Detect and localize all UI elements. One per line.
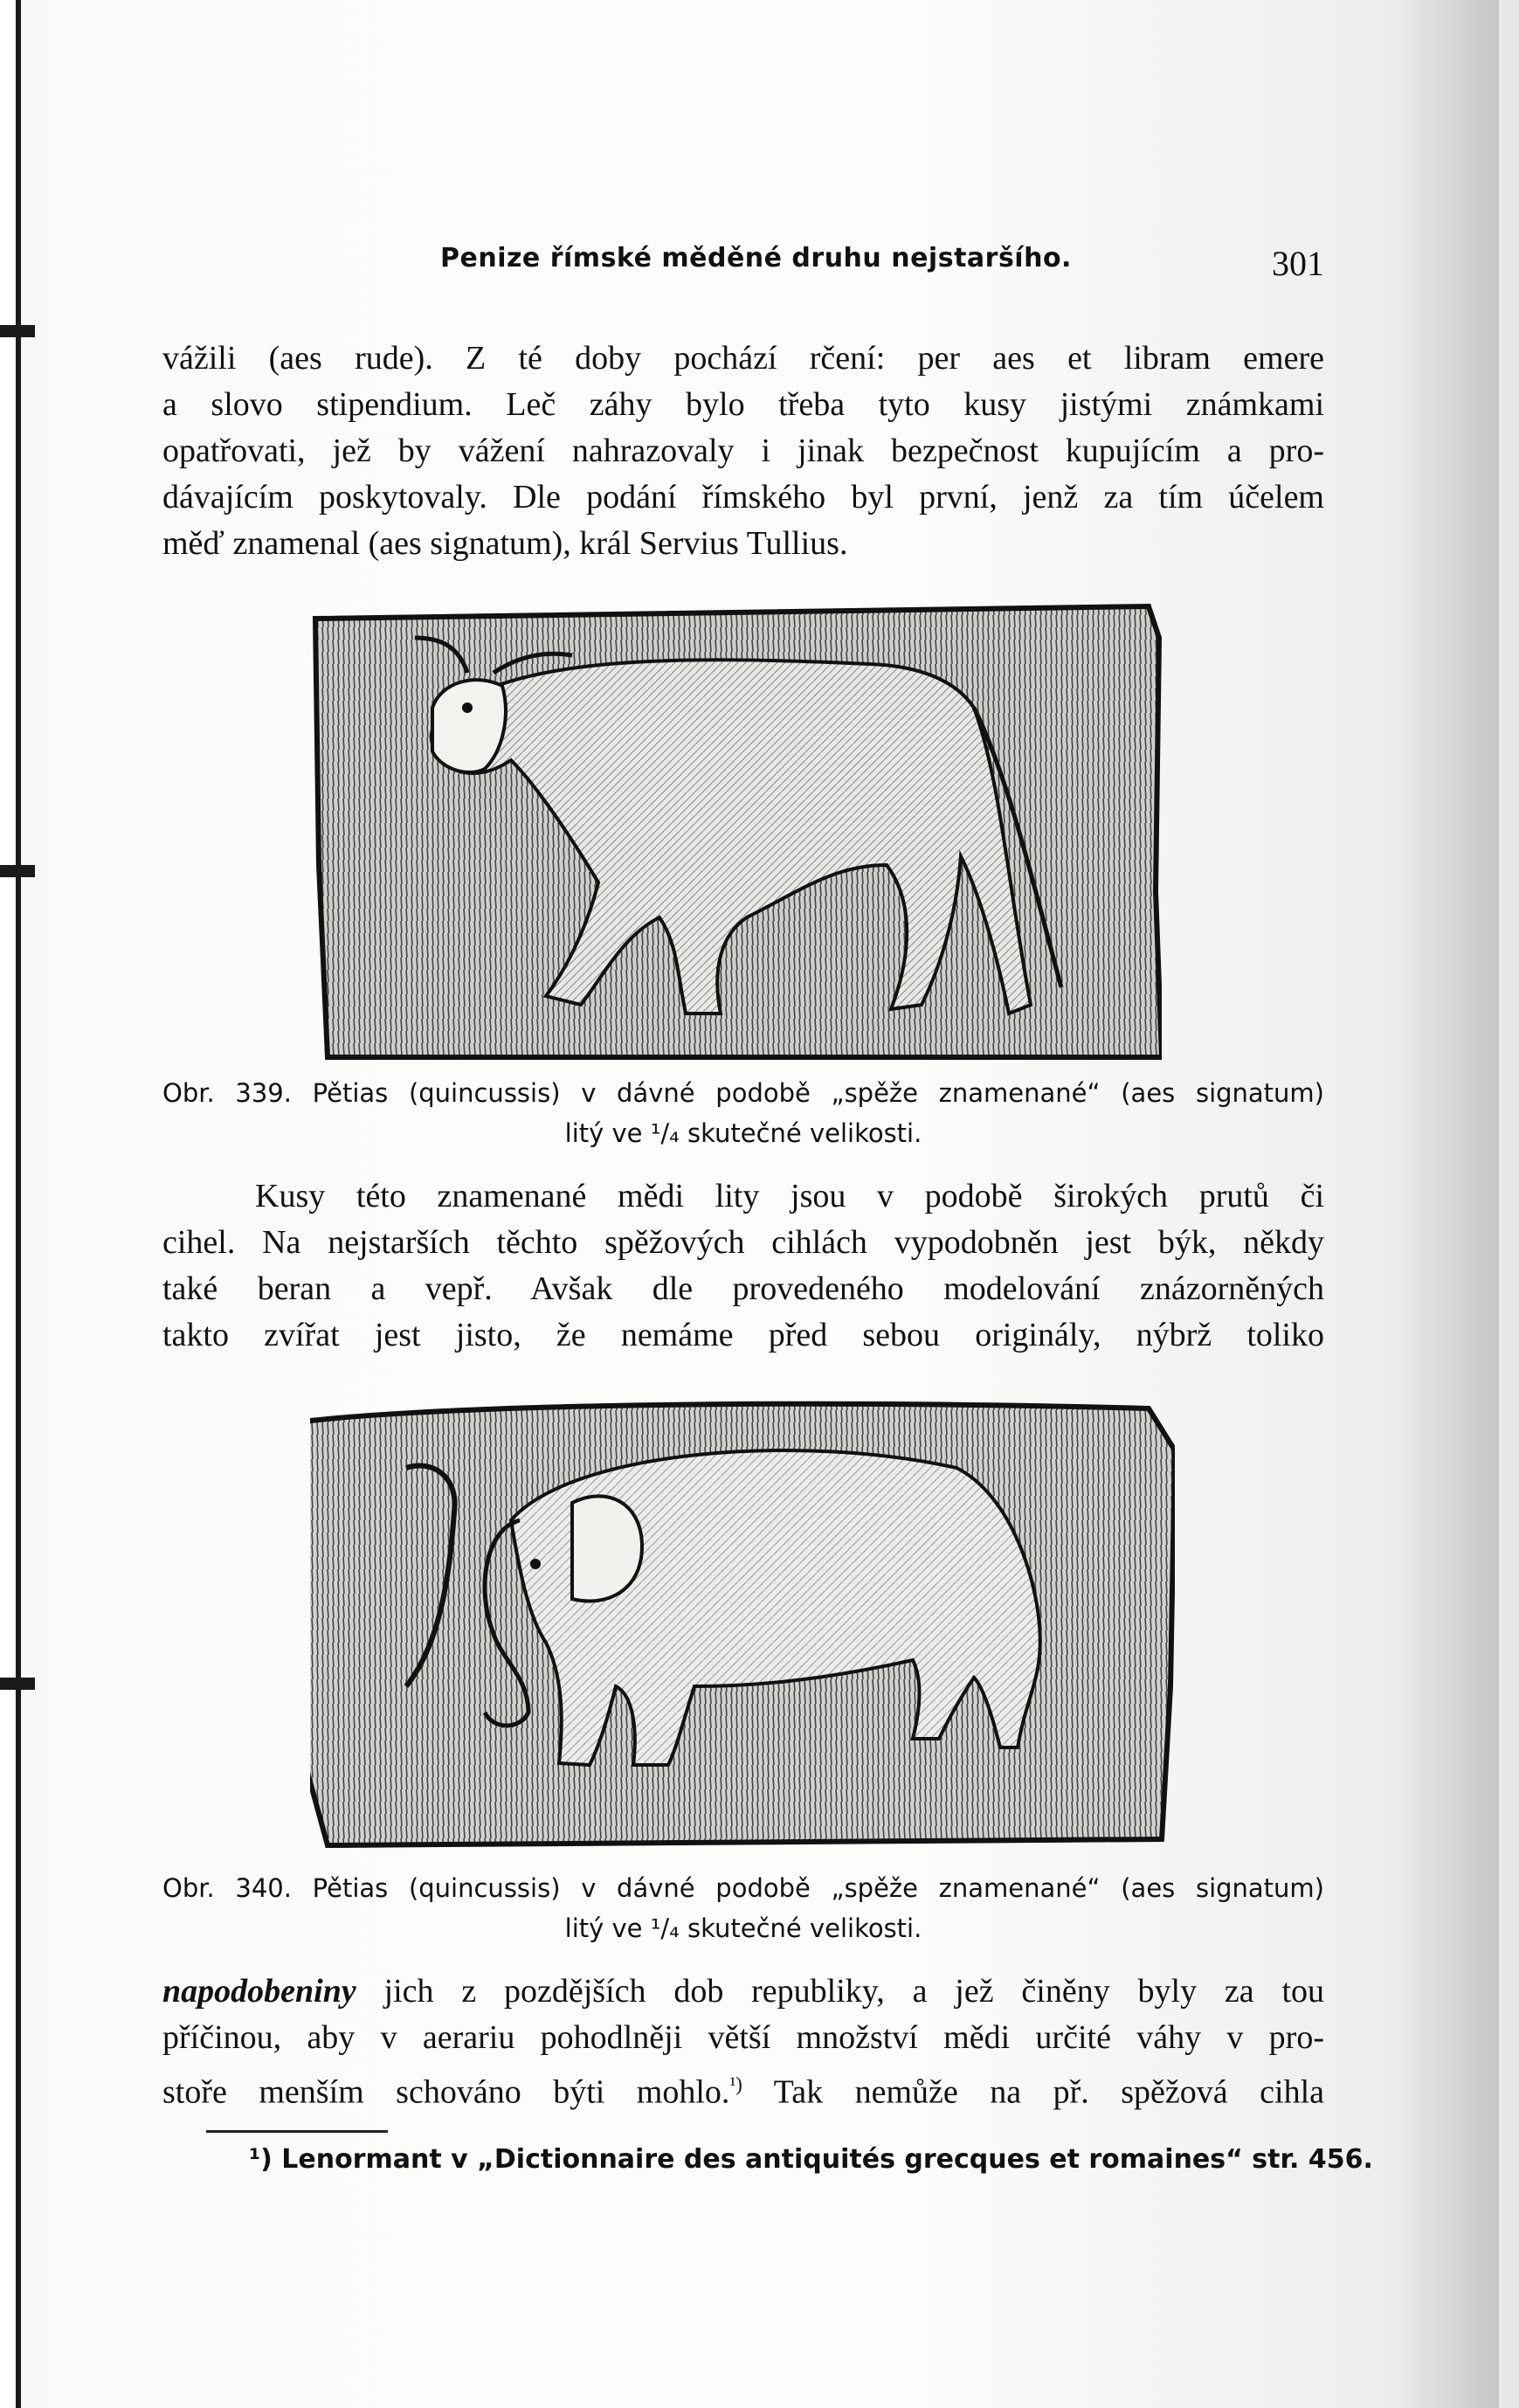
figure-339-caption	[162, 1073, 1324, 1153]
paragraph-2	[162, 1173, 1324, 1359]
figure-340-elephant-relief	[310, 1398, 1162, 1861]
footnote-reference[interactable]: ¹)	[729, 2073, 742, 2095]
footnote-text: Lenormant v „Dictionnaire des antiquités grecques et romaines“ str. 456.	[272, 2144, 1373, 2175]
text-run: stoře menším schováno býti mohlo.	[162, 2073, 730, 2111]
text-line: také beran a vepř. Avšak dle provedeného modelování znázorněných	[162, 1270, 1324, 1307]
text-run: jich z pozdějších dob republiky, a jež činěny byly za tou	[356, 1973, 1324, 2010]
figure-339-bull-relief	[310, 603, 1162, 1066]
page-header	[162, 243, 1324, 287]
footnote	[249, 2144, 1373, 2175]
binding-tick	[0, 865, 35, 877]
scan-edge-shadow	[1397, 0, 1519, 2408]
text-line: opatřovati, jež by vážení nahrazovaly i jinak bezpečnost kupujícím a pro-	[162, 432, 1324, 469]
elephant-relief-illustration	[310, 1398, 1175, 1861]
paragraph-1	[162, 336, 1324, 567]
text-line: vážili (aes rude). Z té doby pochází rčení: per aes et libram emere	[162, 340, 1324, 377]
binding-tick	[0, 1678, 35, 1690]
caption-line: litý ve ¹/₄ skutečné velikosti.	[564, 1118, 922, 1148]
text-line: cihel. Na nejstarších těchto spěžových cihlách vypodobněn jest býk, někdy	[162, 1224, 1324, 1261]
text-line: a slovo stipendium. Leč záhy bylo třeba tyto kusy jistými známkami	[162, 386, 1324, 423]
caption-line: Obr. 340. Pětias (quincussis) v dávné podobě „spěže znamenané“ (aes signatum)	[162, 1873, 1324, 1903]
running-title: Penize římské měděné druhu nejstaršího.	[440, 243, 1072, 273]
text-line: takto zvířat jest jisto, že nemáme před sebou originály, nýbrž toliko	[162, 1317, 1324, 1353]
figure-340-caption	[162, 1868, 1324, 1948]
emphasized-word: napodobeniny	[162, 1973, 356, 2010]
footnote-separator	[206, 2130, 388, 2133]
page-number: 301	[1272, 244, 1324, 283]
paragraph-3	[162, 1969, 1324, 2116]
text-run: Tak nemůže na př. spěžová cihla	[742, 2073, 1324, 2111]
caption-line: litý ve ¹/₄ skutečné velikosti.	[564, 1913, 922, 1943]
binding-tick	[0, 325, 35, 337]
text-line: příčinou, aby v aerariu pohodlněji větší množství mědi určité váhy v pro-	[162, 2019, 1324, 2056]
bull-relief-illustration	[310, 603, 1162, 1066]
text-line: měď znamenal (aes signatum), král Servius Tullius.	[162, 525, 848, 562]
text-line: dávajícím poskytovaly. Dle podání římského byl první, jenž za tím účelem	[162, 479, 1324, 516]
text-line	[162, 2061, 1324, 2116]
footnote-mark: ¹)	[249, 2144, 273, 2175]
binding-edge	[16, 0, 21, 2408]
caption-line: Obr. 339. Pětias (quincussis) v dávné podobě „spěže znamenané“ (aes signatum)	[162, 1078, 1324, 1108]
text-line	[162, 1969, 1324, 2015]
text-line: Kusy této znamenané mědi lity jsou v podobě širokých prutů či	[255, 1178, 1324, 1214]
